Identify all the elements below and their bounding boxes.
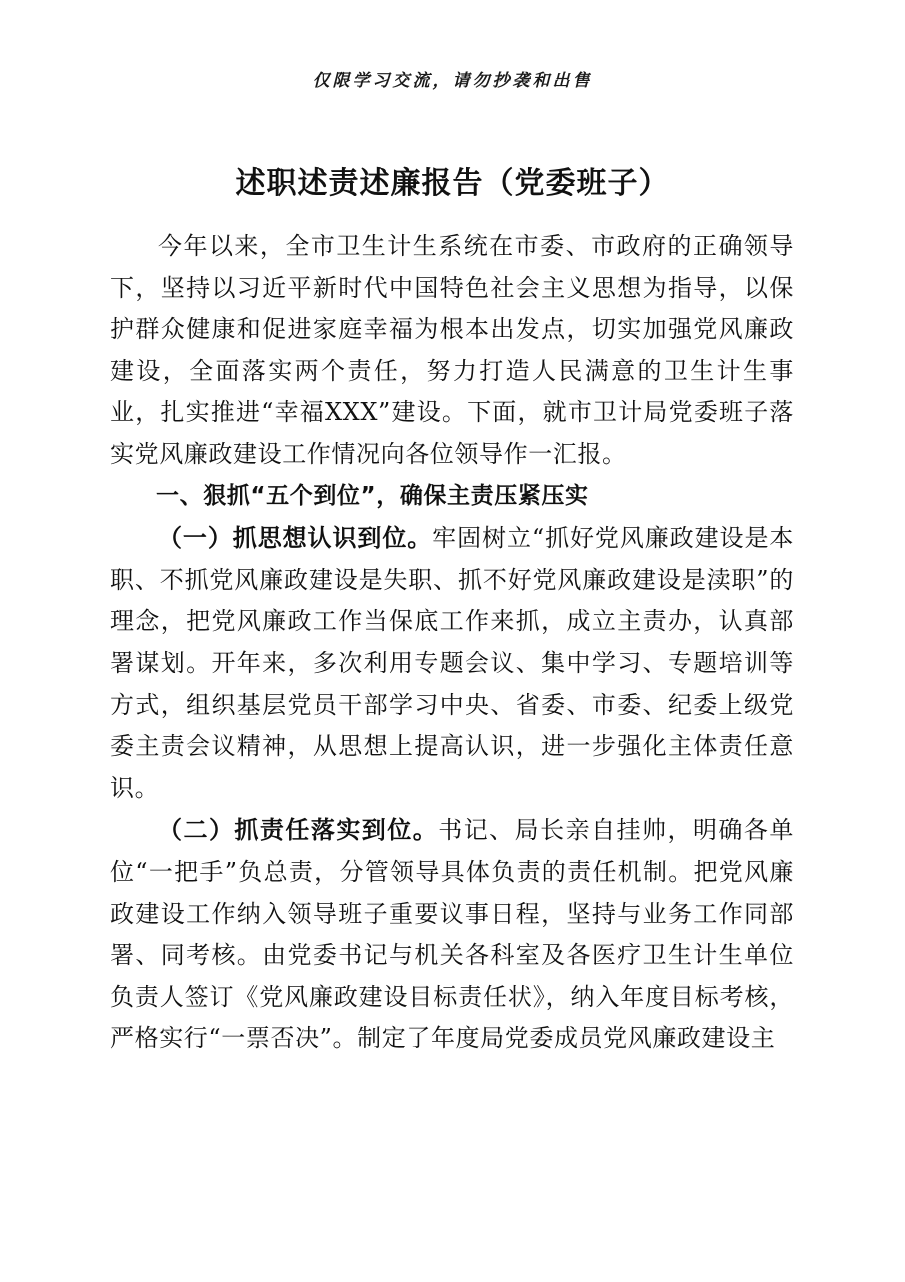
item-paragraph-2	[110, 809, 794, 1060]
document-body	[110, 226, 794, 1060]
intro-paragraph: 今年以来，全市卫生计生系统在市委、市政府的正确领导下，坚持以习近平新时代中国特色社会主义思想为指导，以保护群众健康和促进家庭幸福为根本出发点，切实加强党风廉政建设，全面落实两个责任，努力打造人民满意的卫生计生事业，扎实推进“幸福XXX”建设。下面，就市卫计局党委班子落实党风廉政建设工作情况向各位领导作一汇报。	[110, 232, 794, 468]
item-paragraph-1	[110, 517, 794, 809]
item-1-text: 牢固树立“抓好党风廉政建设是本职、不抓党风廉政建设是失职、抓不好党风廉政建设是渎职”的理念，把党风廉政工作当保底工作来抓，成立主责办，认真部署谋划。开年来，多次利用专题会议、集中学习、专题培训等方式，组织基层党员干部学习中央、省委、市委、纪委上级党委主责会议精神，从思想上提高认识，进一步强化主体责任意识。	[110, 524, 794, 802]
item-2-lead: （二）抓责任落实到位。	[158, 815, 439, 845]
section-heading-1: 一、狠抓“五个到位”，确保主责压紧压实	[156, 482, 589, 509]
item-1-lead: （一）抓思想认识到位。	[158, 523, 433, 553]
document-title: 述职述责述廉报告（党委班子）	[235, 166, 670, 201]
item-2-text: 书记、局长亲自挂帅，明确各单位“一把手”负总责，分管领导具体负责的责任机制。把党风廉政建设工作纳入领导班子重要议事日程，坚持与业务工作同部署、同考核。由党委书记与机关各科室及各医疗卫生计生单位负责人签订《党风廉政建设目标责任状》，纳入年度目标考核，严格实行“一票否决”。制定了年度局党委成员党风廉政建设主	[110, 816, 794, 1053]
watermark-header: 仅限学习交流，请勿抄袭和出售	[312, 71, 593, 91]
